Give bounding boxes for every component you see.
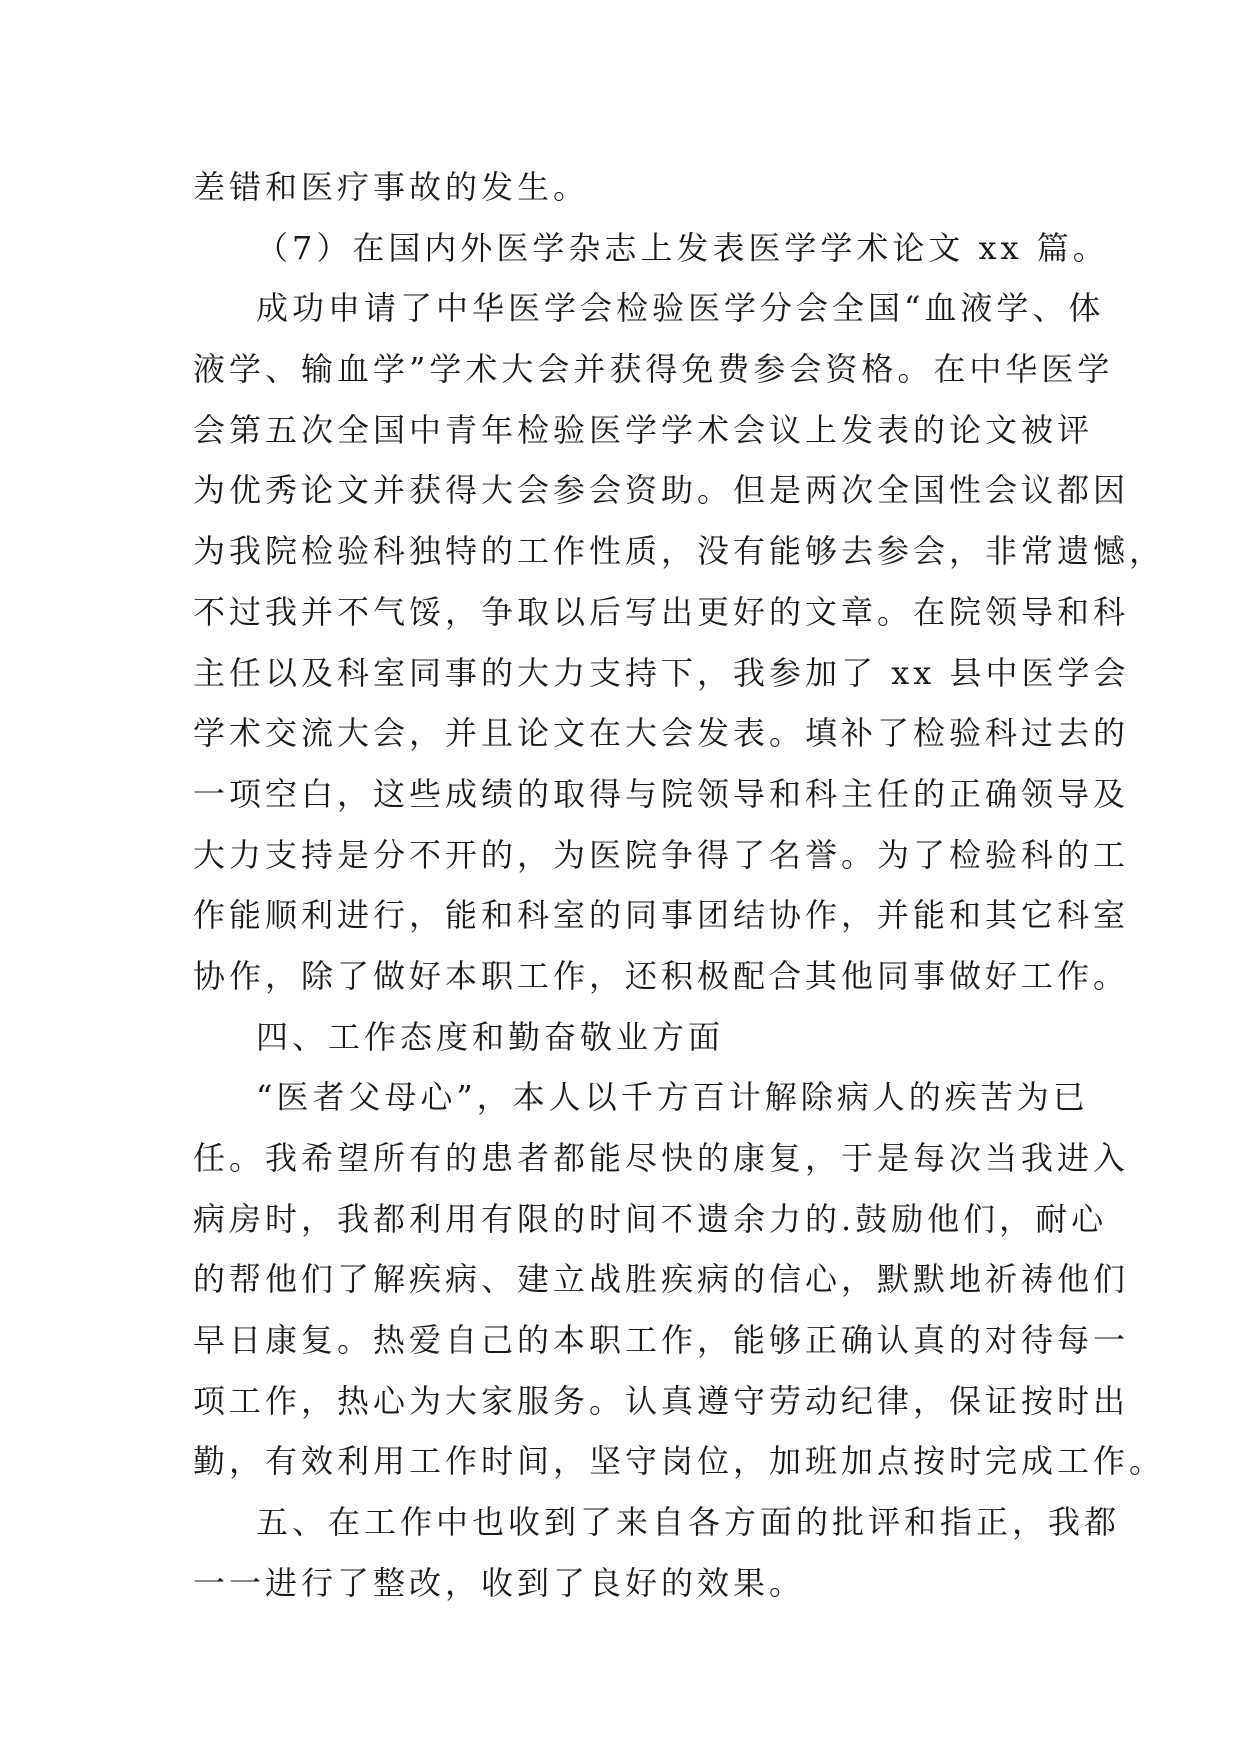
text-line: 项工作，热心为大家服务。认真遵守劳动纪律，保证按时出 xyxy=(193,1381,1130,1420)
text-line: 五、在工作中也收到了来自各方面的批评和指正，我都 xyxy=(256,1503,1121,1542)
text-line: 一一进行了整改，收到了良好的效果。 xyxy=(193,1563,806,1602)
text-line: 任。我希望所有的患者都能尽快的康复，于是每次当我进入 xyxy=(193,1139,1130,1177)
text-line: 液学、输血学”学术大会并获得免费参会资格。在中华医学 xyxy=(193,350,1114,389)
text-line: 的帮他们了解疾病、建立战胜疾病的信心，默默地祈祷他们 xyxy=(193,1260,1130,1299)
text-line: 作能顺利进行，能和科室的同事团结协作，并能和其它科室 xyxy=(193,896,1130,935)
text-line: 差错和医疗事故的发生。 xyxy=(193,168,590,206)
text-line: 协作，除了做好本职工作，还积极配合其他同事做好工作。 xyxy=(193,956,1130,995)
text-line: 一项空白，这些成绩的取得与院领导和科主任的正确领导及 xyxy=(193,774,1130,813)
text-line: 学术交流大会，并且论文在大会发表。填补了检验科过去的 xyxy=(193,714,1130,753)
text-line: 为我院检验科独特的工作性质，没有能够去参会，非常遗憾， xyxy=(193,532,1166,571)
text-line: 会第五次全国中青年检验医学学术会议上发表的论文被评 xyxy=(193,410,1094,449)
text-line: 大力支持是分不开的，为医院争得了名誉。为了检验科的工 xyxy=(193,835,1130,874)
text-line: 成功申请了中华医学会检验医学分会全国“血液学、体 xyxy=(256,289,1105,328)
text-line: 勤，有效利用工作时间，坚守岗位，加班加点按时完成工作。 xyxy=(193,1442,1166,1481)
section-heading: 四、工作态度和勤奋敬业方面 xyxy=(256,1017,725,1056)
text-line: 早日康复。热爱自己的本职工作，能够正确认真的对待每一 xyxy=(193,1321,1130,1360)
document-body xyxy=(193,157,1166,1614)
text-line: 为优秀论文并获得大会参会资助。但是两次全国性会议都因 xyxy=(193,471,1130,510)
text-line: 不过我并不气馁，争取以后写出更好的文章。在院领导和科 xyxy=(193,592,1130,631)
text-line: “医者父母心”，本人以千方百计解除病人的疾苦为已 xyxy=(256,1078,1089,1117)
text-line: （7）在国内外医学杂志上发表医学学术论文 xx 篇。 xyxy=(256,228,1109,267)
text-line: 病房时，我都利用有限的时间不遗余力的.鼓励他们，耐心 xyxy=(193,1199,1108,1238)
text-line: 主任以及科室同事的大力支持下，我参加了 xx 县中医学会 xyxy=(193,653,1130,692)
